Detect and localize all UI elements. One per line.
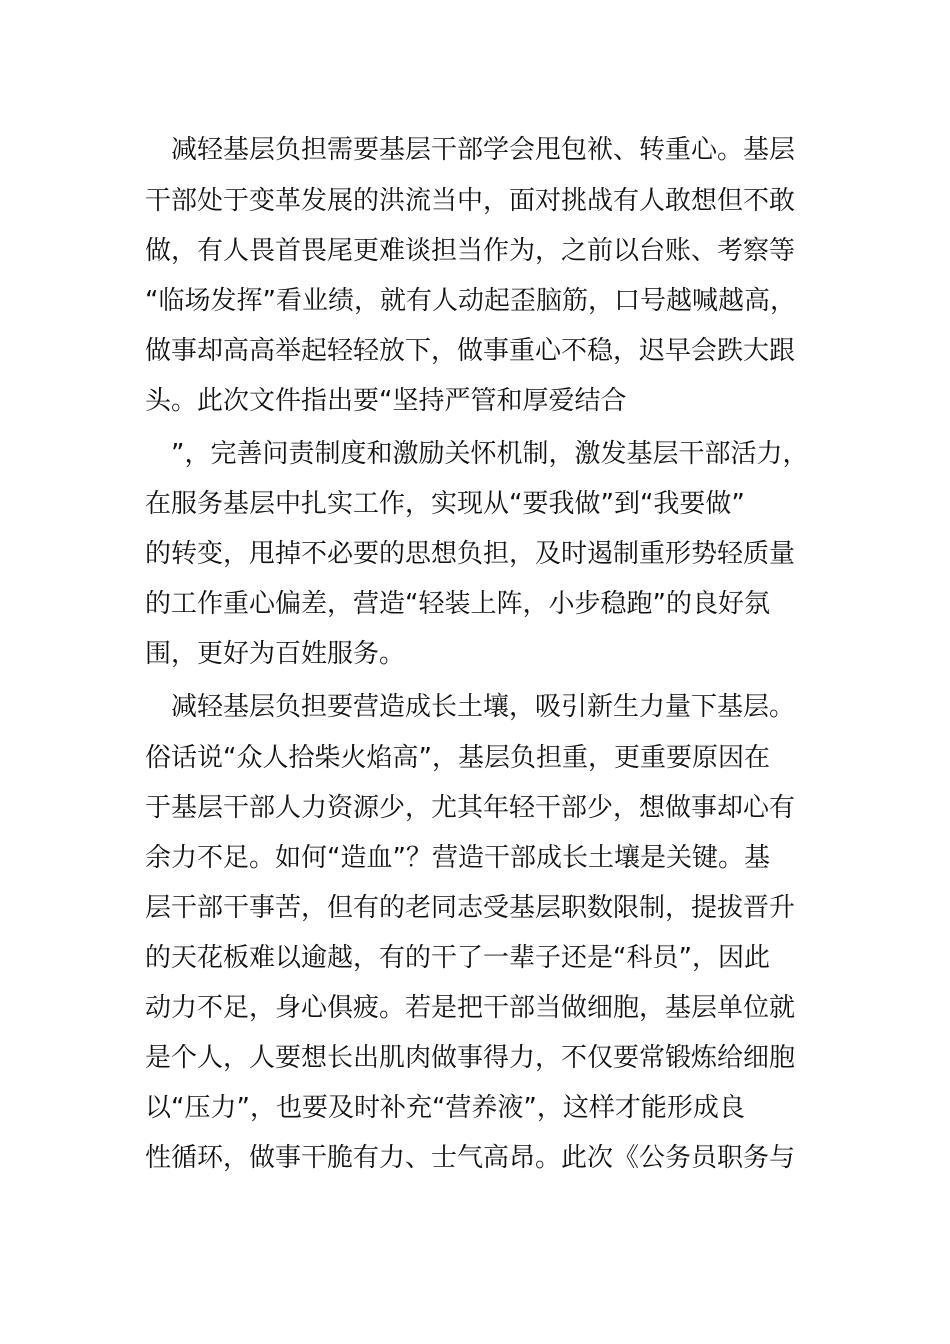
text-line: 减轻基层负担需要基层干部学会甩包袱、转重心。基层 bbox=[145, 135, 796, 165]
text-line: 俗话说“众人拾柴火焰高”，基层负担重，更重要原因在 bbox=[145, 743, 770, 773]
text-line: “临场发挥”看业绩，就有人动起歪脑筋，口号越喊越高， bbox=[145, 286, 796, 316]
text-line: 动力不足，身心俱疲。若是把干部当做细胞，基层单位就 bbox=[145, 993, 796, 1023]
text-line: 的工作重心偏差，营造“轻装上阵，小步稳跑”的良好氛 bbox=[145, 589, 770, 619]
text-line: 层干部干事苦，但有的老同志受基层职数限制，提拔晋升 bbox=[145, 893, 796, 923]
text-line: ”，完善问责制度和激励关怀机制，激发基层干部活力， bbox=[145, 439, 809, 469]
text-line: 干部处于变革发展的洪流当中，面对挑战有人敢想但不敢 bbox=[145, 186, 796, 216]
text-line: 以“压力”，也要及时补充“营养液”，这样才能形成良 bbox=[145, 1093, 745, 1123]
text-line: 是个人，人要想长出肌肉做事得力，不仅要常锻炼给细胞 bbox=[145, 1043, 796, 1073]
text-line: 做事却高高举起轻轻放下，做事重心不稳，迟早会跌大跟 bbox=[145, 336, 796, 366]
text-line: 性循环，做事干脆有力、士气高昂。此次《公务员职务与 bbox=[145, 1143, 796, 1173]
text-line: 做，有人畏首畏尾更难谈担当作为，之前以台账、考察等 bbox=[145, 236, 796, 266]
text-line: 在服务基层中扎实工作，实现从“要我做”到“我要做” bbox=[145, 489, 745, 519]
text-line: 余力不足。如何“造血”？营造干部成长土壤是关键。基 bbox=[145, 843, 770, 873]
text-line: 的天花板难以逾越，有的干了一辈子还是“科员”，因此 bbox=[145, 943, 770, 973]
text-line: 围，更好为百姓服务。 bbox=[145, 639, 406, 669]
text-line: 于基层干部人力资源少，尤其年轻干部少，想做事却心有 bbox=[145, 793, 796, 823]
text-line: 减轻基层负担要营造成长土壤，吸引新生力量下基层。 bbox=[145, 692, 796, 722]
text-line: 的转变，甩掉不必要的思想负担，及时遏制重形势轻质量 bbox=[145, 539, 796, 569]
text-line: 头。此次文件指出要“坚持严管和厚爱结合 bbox=[145, 386, 627, 416]
